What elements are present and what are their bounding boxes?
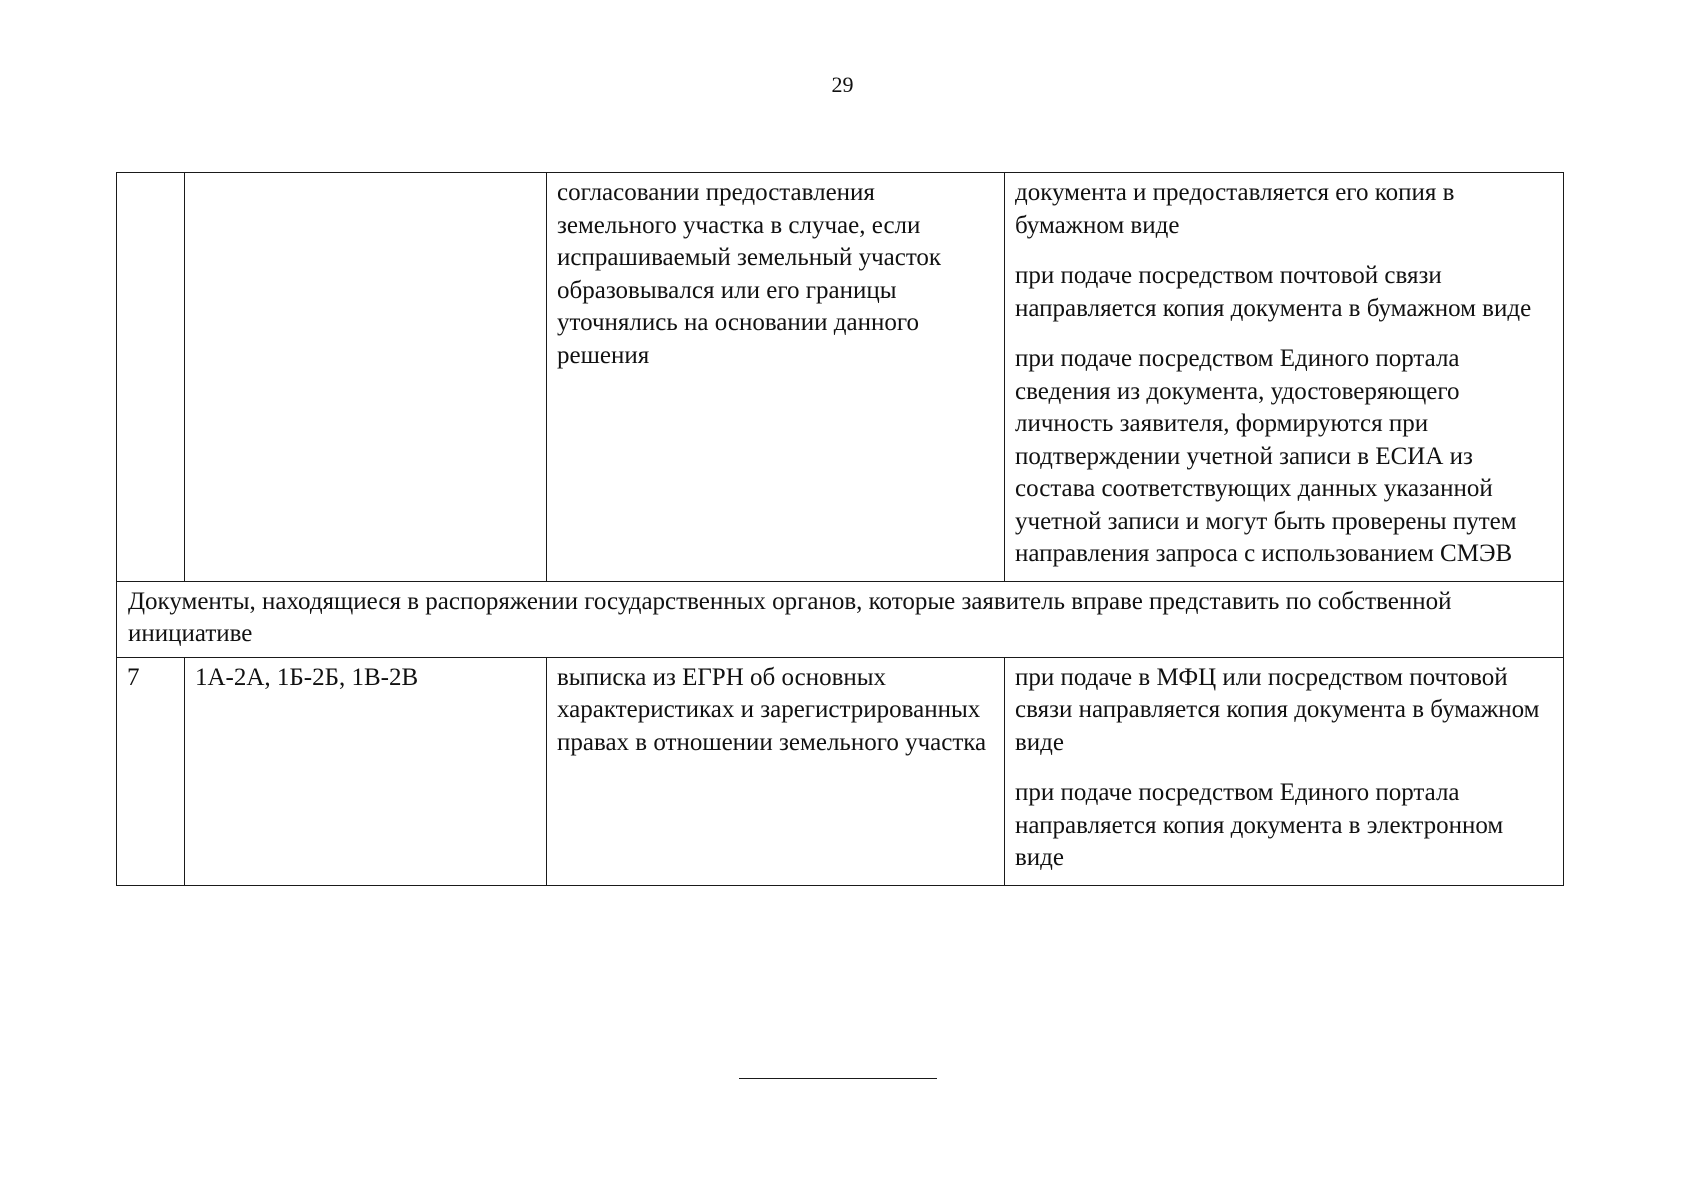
document-text: согласовании предоставления земельного участка в случае, если испрашиваемый земельный участок образовывался или его границы уточнялись на основании данного решения: [557, 179, 942, 369]
submission-paragraph: документа и предоставляется его копия в бумажном виде: [1015, 179, 1455, 239]
section-header: Документы, находящиеся в распоряжении государственных органов, которые заявитель вправе представить по собственной инициативе: [117, 581, 1564, 657]
document-text: выписка из ЕГРН об основных характеристиках и зарегистрированных правах в отношении земельного участка: [557, 663, 987, 756]
cell-number: 7: [117, 657, 185, 885]
submission-paragraph: при подаче посредством Единого портала сведения из документа, удостоверяющего личность заявителя, формируются при подтверждении учетной записи в ЕСИА из состава соответствующих данных указанной учетной записи и могут быть проверены путем направления запроса с использованием СМЭВ: [1015, 345, 1517, 567]
page-number: 29: [831, 72, 854, 97]
submission-paragraph: при подаче посредством почтовой связи направляется копия документа в бумажном виде: [1015, 262, 1532, 322]
table-row-7: [117, 657, 1564, 885]
cell-categories: 1А-2А, 1Б-2Б, 1В-2В: [185, 657, 547, 885]
cell-submission: [1005, 173, 1564, 582]
table-section-row: [117, 581, 1564, 657]
end-rule: [739, 1078, 937, 1079]
cell-submission: [1005, 657, 1564, 885]
submission-paragraph: при подаче посредством Единого портала направляется копия документа в электронном виде: [1015, 779, 1504, 871]
table-row-continuation: [117, 173, 1564, 582]
cell-categories: [185, 173, 547, 582]
cell-document: [547, 173, 1005, 582]
cell-document: [547, 657, 1005, 885]
documents-table: [116, 172, 1564, 886]
submission-paragraph: при подаче в МФЦ или посредством почтовой связи направляется копия документа в бумажном виде: [1015, 663, 1540, 756]
cell-number: [117, 173, 185, 582]
